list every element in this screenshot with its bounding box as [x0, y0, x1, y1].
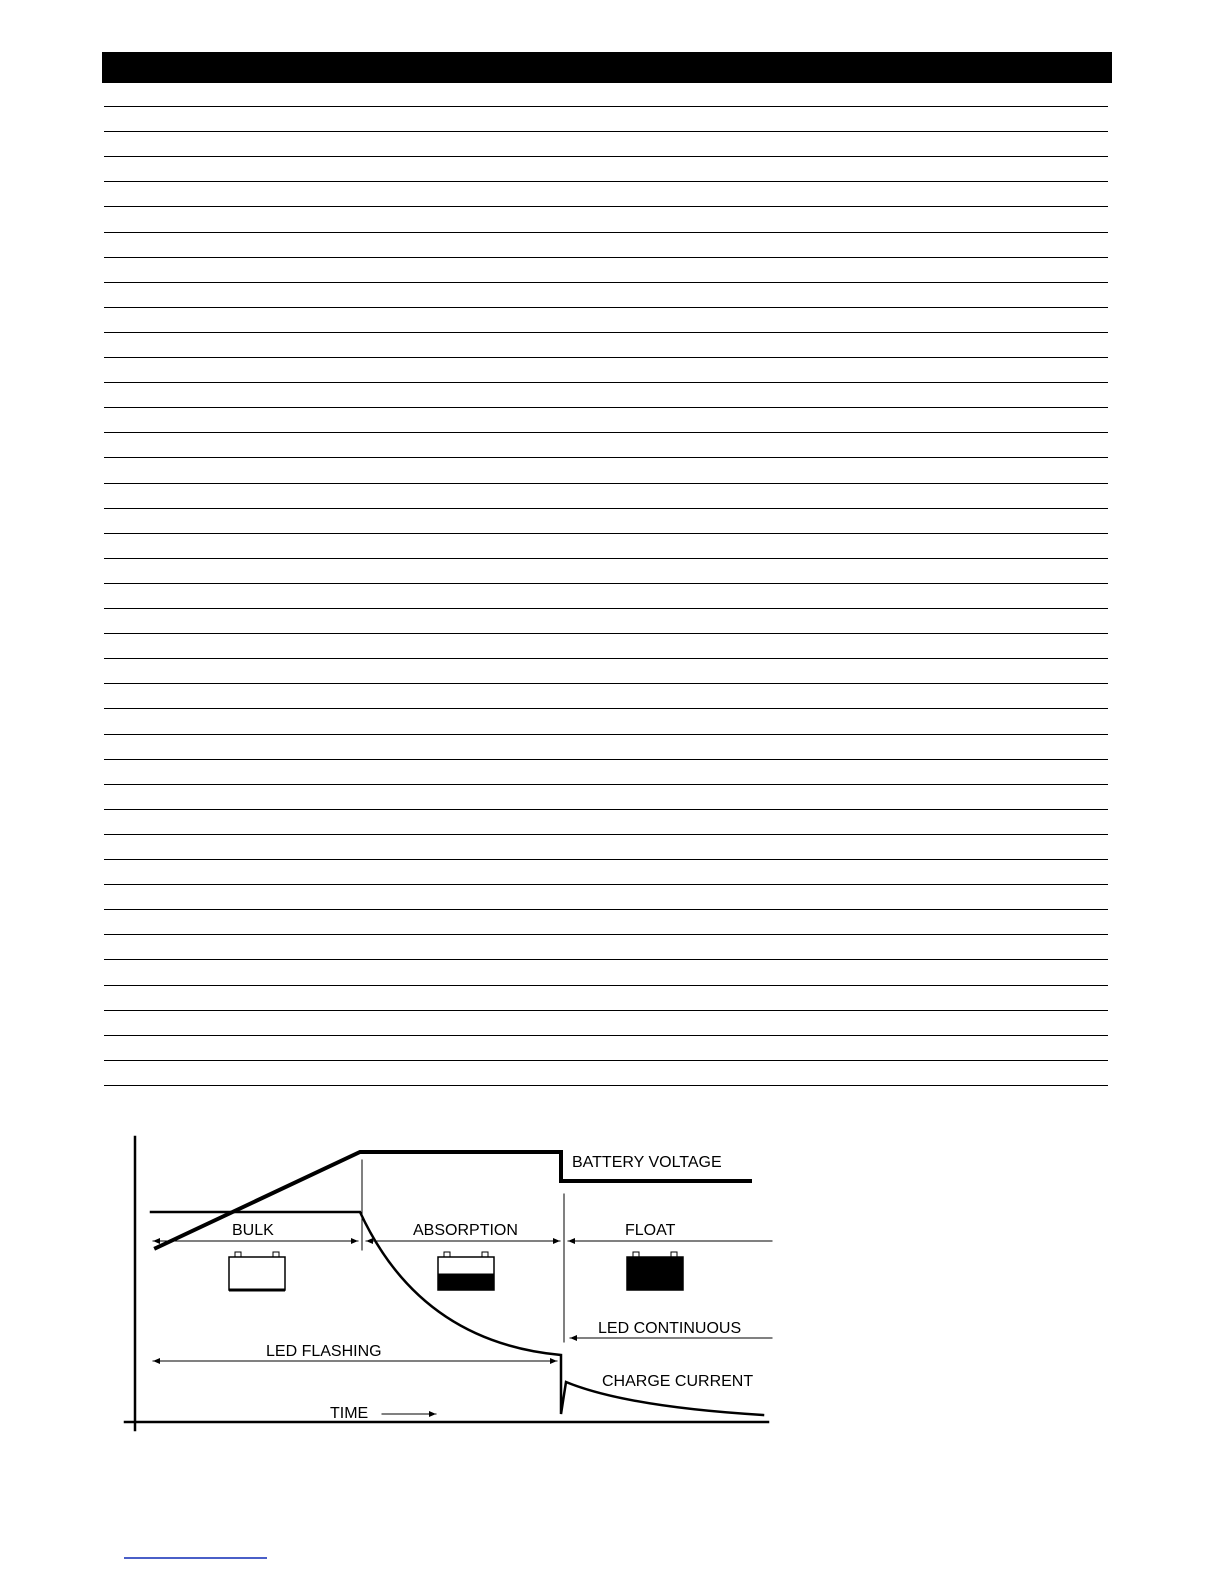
arrowhead-icon — [153, 1358, 160, 1364]
arrowhead-icon — [153, 1238, 160, 1244]
battery-voltage-label: BATTERY VOLTAGE — [572, 1154, 722, 1171]
battery-half-icon — [438, 1252, 494, 1290]
arrowhead-icon — [568, 1238, 575, 1244]
arrowhead-icon — [429, 1411, 436, 1417]
charging-stages-diagram — [120, 1132, 800, 1432]
bulk-label: BULK — [232, 1222, 274, 1239]
led-continuous-label: LED CONTINUOUS — [598, 1320, 742, 1337]
footer-link-underline[interactable] — [124, 1557, 267, 1559]
arrowhead-icon — [366, 1238, 373, 1244]
absorption-label: ABSORPTION — [413, 1222, 518, 1239]
charge-current-label: CHARGE CURRENT — [602, 1373, 754, 1390]
led-flashing-label: LED FLASHING — [266, 1343, 382, 1360]
arrowhead-icon — [351, 1238, 358, 1244]
time-label: TIME — [330, 1405, 369, 1422]
battery-fill — [627, 1257, 683, 1290]
float-label: FLOAT — [625, 1222, 676, 1239]
battery-full-icon — [627, 1252, 683, 1290]
battery-empty-icon — [229, 1252, 285, 1290]
arrowhead-icon — [553, 1238, 560, 1244]
battery-fill — [438, 1274, 494, 1291]
arrowhead-icon — [570, 1335, 577, 1341]
battery-body — [229, 1257, 285, 1290]
arrowhead-icon — [550, 1358, 557, 1364]
